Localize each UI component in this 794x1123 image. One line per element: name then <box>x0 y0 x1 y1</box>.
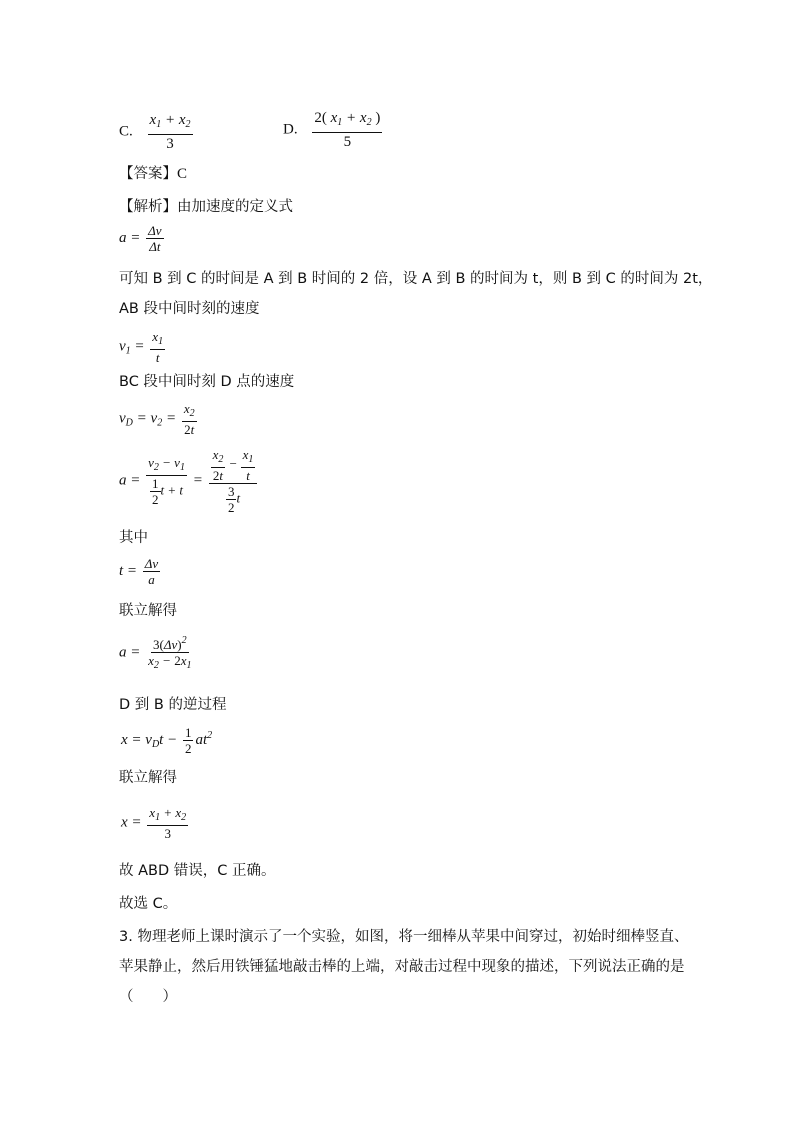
eq-displacement: $x = v_Dt$ − $\frac{1}{2}$ $at^2$ <box>121 725 213 756</box>
question-3-line-2: 苹果静止，然后用铁锤猛地敲击棒的上端，对敲击过程中现象的描述，下列说法正确的是 <box>119 959 685 975</box>
answer-line <box>119 162 187 185</box>
option-d <box>283 110 384 150</box>
analysis-intro: 【解析】由加速度的定义式 <box>119 199 293 215</box>
option-c <box>119 112 195 152</box>
analysis-line-ab-velocity: AB 段中间时刻的速度 <box>119 301 260 317</box>
analysis-choose: 故选 C。 <box>119 896 178 912</box>
analysis-solve-2: 联立解得 <box>119 770 177 786</box>
analysis-line-bc-velocity: BC 段中间时刻 D 点的速度 <box>119 374 295 390</box>
eq-acceleration-result: a = $\frac{3(\Delta v)^2}{x_2 - 2x_1}$ <box>119 635 192 671</box>
analysis-line-time-relation: 可知 B 到 C 的时间是 A 到 B 时间的 2 倍，设 A 到 B 的时间为 t，则 B 到 C 的时间为 2t， <box>119 271 713 287</box>
answer-tag: 【答案】 <box>119 166 177 182</box>
question-3-line-1: 3. 物理老师上课时演示了一个实验，如图，将一细棒从苹果中间穿过，初始时细棒竖直、 <box>119 929 689 945</box>
eq-t: t = $\frac{\Delta v}{a}$ <box>119 556 159 587</box>
option-c-label: C. <box>119 123 133 140</box>
option-d-label: D. <box>283 121 298 138</box>
analysis-reverse: D 到 B 的逆过程 <box>119 697 227 713</box>
analysis-among: 其中 <box>119 530 148 546</box>
analysis-tag: 【解析】 <box>119 199 177 215</box>
eq-v1: $v_1$ = $\frac{x_1}{t}$ <box>119 329 164 365</box>
eq-acceleration-expression: a = $v_2 - v_1$ $\frac{1}{2}$ t + t = $\frac{x_2}{2t}$ − $\frac{x_1}{t}$ $\frac{3}{2}$ t <box>119 448 259 514</box>
option-d-fraction: $\frac{2( x_1 + x_2 )}{5}$ <box>314 110 381 150</box>
eq-displacement-result: x = $\frac{x_1 + x_2}{3}$ <box>121 805 187 841</box>
question-3-blank: （ ） <box>119 989 177 1005</box>
eq-vd: $v_D = v_2$ = $\frac{x_2}{2t}$ <box>119 401 195 437</box>
option-c-fraction: $\frac{x_1 + x_2}{3}$ <box>149 112 191 152</box>
analysis-wrong: 故 ABD 错误，C 正确。 <box>119 863 276 879</box>
analysis-solve-1: 联立解得 <box>119 603 177 619</box>
eq-acceleration-definition: a = $\frac{\Delta v}{\Delta t}$ <box>119 223 162 254</box>
answer-value: C <box>177 166 188 182</box>
